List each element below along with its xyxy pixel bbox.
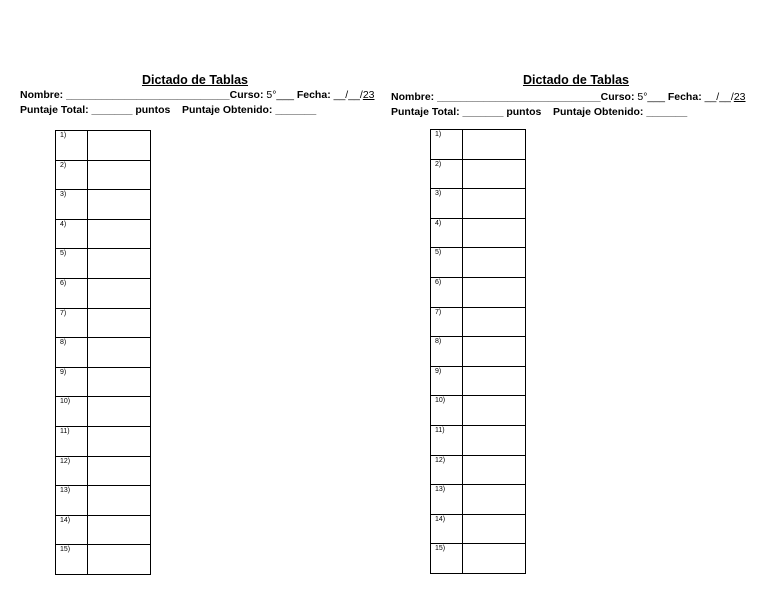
name-label: Nombre: — [20, 89, 67, 101]
answer-row — [431, 218, 526, 248]
answer-row — [431, 425, 526, 455]
answer-row — [431, 159, 526, 189]
answer-cell[interactable] — [88, 308, 151, 338]
answer-row — [56, 397, 151, 427]
row-number: 7) — [431, 307, 463, 337]
row-number: 15) — [431, 544, 463, 574]
row-number: 1) — [56, 131, 88, 161]
answer-cell[interactable] — [463, 485, 526, 515]
total-score-label: Puntaje Total: _______ puntos — [20, 104, 171, 116]
row-number: 4) — [431, 218, 463, 248]
row-number: 5) — [56, 249, 88, 279]
answer-row — [56, 190, 151, 220]
answer-cell[interactable] — [463, 277, 526, 307]
answer-row — [431, 485, 526, 515]
answer-cell[interactable] — [463, 159, 526, 189]
row-number: 10) — [431, 396, 463, 426]
row-number: 3) — [431, 189, 463, 219]
answer-cell[interactable] — [463, 425, 526, 455]
answer-row — [56, 308, 151, 338]
answer-cell[interactable] — [88, 397, 151, 427]
year-value: 23 — [362, 89, 375, 101]
row-number: 15) — [56, 545, 88, 575]
name-course-date-line — [20, 88, 375, 102]
answer-cell[interactable] — [88, 456, 151, 486]
answer-cell[interactable] — [463, 130, 526, 160]
answer-cell[interactable] — [88, 338, 151, 368]
answer-row — [431, 189, 526, 219]
answer-row — [431, 277, 526, 307]
answer-cell[interactable] — [463, 455, 526, 485]
course-label: Curso: — [229, 89, 267, 101]
answer-row — [56, 426, 151, 456]
row-number: 9) — [431, 366, 463, 396]
year-value: 23 — [733, 91, 746, 103]
row-number: 6) — [56, 278, 88, 308]
answer-row — [56, 486, 151, 516]
answer-cell[interactable] — [88, 160, 151, 190]
course-value: 5°___ — [637, 91, 665, 103]
answer-row — [56, 278, 151, 308]
answer-cell[interactable] — [88, 486, 151, 516]
answer-row — [431, 455, 526, 485]
row-number: 9) — [56, 367, 88, 397]
answer-cell[interactable] — [88, 278, 151, 308]
date-label: Fecha: — [667, 91, 705, 103]
answer-cell[interactable] — [88, 249, 151, 279]
date-value: __/__/ — [333, 89, 363, 101]
name-blank: ____________________________ — [66, 89, 230, 101]
obtained-score-label: Puntaje Obtenido: _______ — [182, 104, 317, 116]
row-number: 8) — [431, 337, 463, 367]
row-number: 12) — [56, 456, 88, 486]
answer-row — [431, 366, 526, 396]
row-number: 8) — [56, 338, 88, 368]
row-number: 13) — [56, 486, 88, 516]
name-course-date-line — [391, 90, 746, 104]
answer-cell[interactable] — [463, 544, 526, 574]
worksheet-title: Dictado de Tablas — [522, 73, 630, 87]
answer-cell[interactable] — [463, 307, 526, 337]
answer-cell[interactable] — [463, 248, 526, 278]
score-line — [391, 105, 687, 119]
answer-cell[interactable] — [88, 190, 151, 220]
score-line — [20, 103, 316, 117]
answer-cell[interactable] — [88, 426, 151, 456]
answer-cell[interactable] — [88, 515, 151, 545]
row-number: 7) — [56, 308, 88, 338]
answer-cell[interactable] — [463, 189, 526, 219]
answer-row — [56, 338, 151, 368]
answer-row — [431, 544, 526, 574]
course-label: Curso: — [600, 91, 638, 103]
answer-row — [56, 545, 151, 575]
row-number: 13) — [431, 485, 463, 515]
answer-row — [431, 307, 526, 337]
obtained-score-label: Puntaje Obtenido: _______ — [553, 106, 688, 118]
row-number: 1) — [431, 130, 463, 160]
answer-row — [56, 515, 151, 545]
row-number: 5) — [431, 248, 463, 278]
answer-cell[interactable] — [88, 219, 151, 249]
answer-table — [430, 129, 526, 574]
name-blank: ____________________________ — [437, 91, 601, 103]
answer-table — [55, 130, 151, 575]
answer-cell[interactable] — [463, 396, 526, 426]
answer-row — [56, 367, 151, 397]
answer-row — [56, 131, 151, 161]
answer-cell[interactable] — [88, 545, 151, 575]
answer-row — [56, 219, 151, 249]
answer-row — [431, 337, 526, 367]
row-number: 2) — [431, 159, 463, 189]
row-number: 6) — [431, 277, 463, 307]
answer-row — [56, 160, 151, 190]
answer-row — [56, 456, 151, 486]
worksheet-title: Dictado de Tablas — [141, 73, 249, 87]
date-label: Fecha: — [296, 89, 334, 101]
row-number: 14) — [431, 514, 463, 544]
total-score-label: Puntaje Total: _______ puntos — [391, 106, 542, 118]
answer-cell[interactable] — [463, 337, 526, 367]
answer-cell[interactable] — [463, 514, 526, 544]
answer-cell[interactable] — [463, 218, 526, 248]
row-number: 10) — [56, 397, 88, 427]
row-number: 3) — [56, 190, 88, 220]
answer-row — [431, 514, 526, 544]
course-value: 5°___ — [266, 89, 294, 101]
answer-row — [431, 396, 526, 426]
answer-cell[interactable] — [88, 131, 151, 161]
answer-row — [431, 248, 526, 278]
date-value: __/__/ — [704, 91, 734, 103]
answer-row — [431, 130, 526, 160]
row-number: 11) — [56, 426, 88, 456]
row-number: 11) — [431, 425, 463, 455]
row-number: 2) — [56, 160, 88, 190]
row-number: 4) — [56, 219, 88, 249]
answer-cell[interactable] — [463, 366, 526, 396]
row-number: 12) — [431, 455, 463, 485]
answer-row — [56, 249, 151, 279]
answer-cell[interactable] — [88, 367, 151, 397]
name-label: Nombre: — [391, 91, 438, 103]
row-number: 14) — [56, 515, 88, 545]
